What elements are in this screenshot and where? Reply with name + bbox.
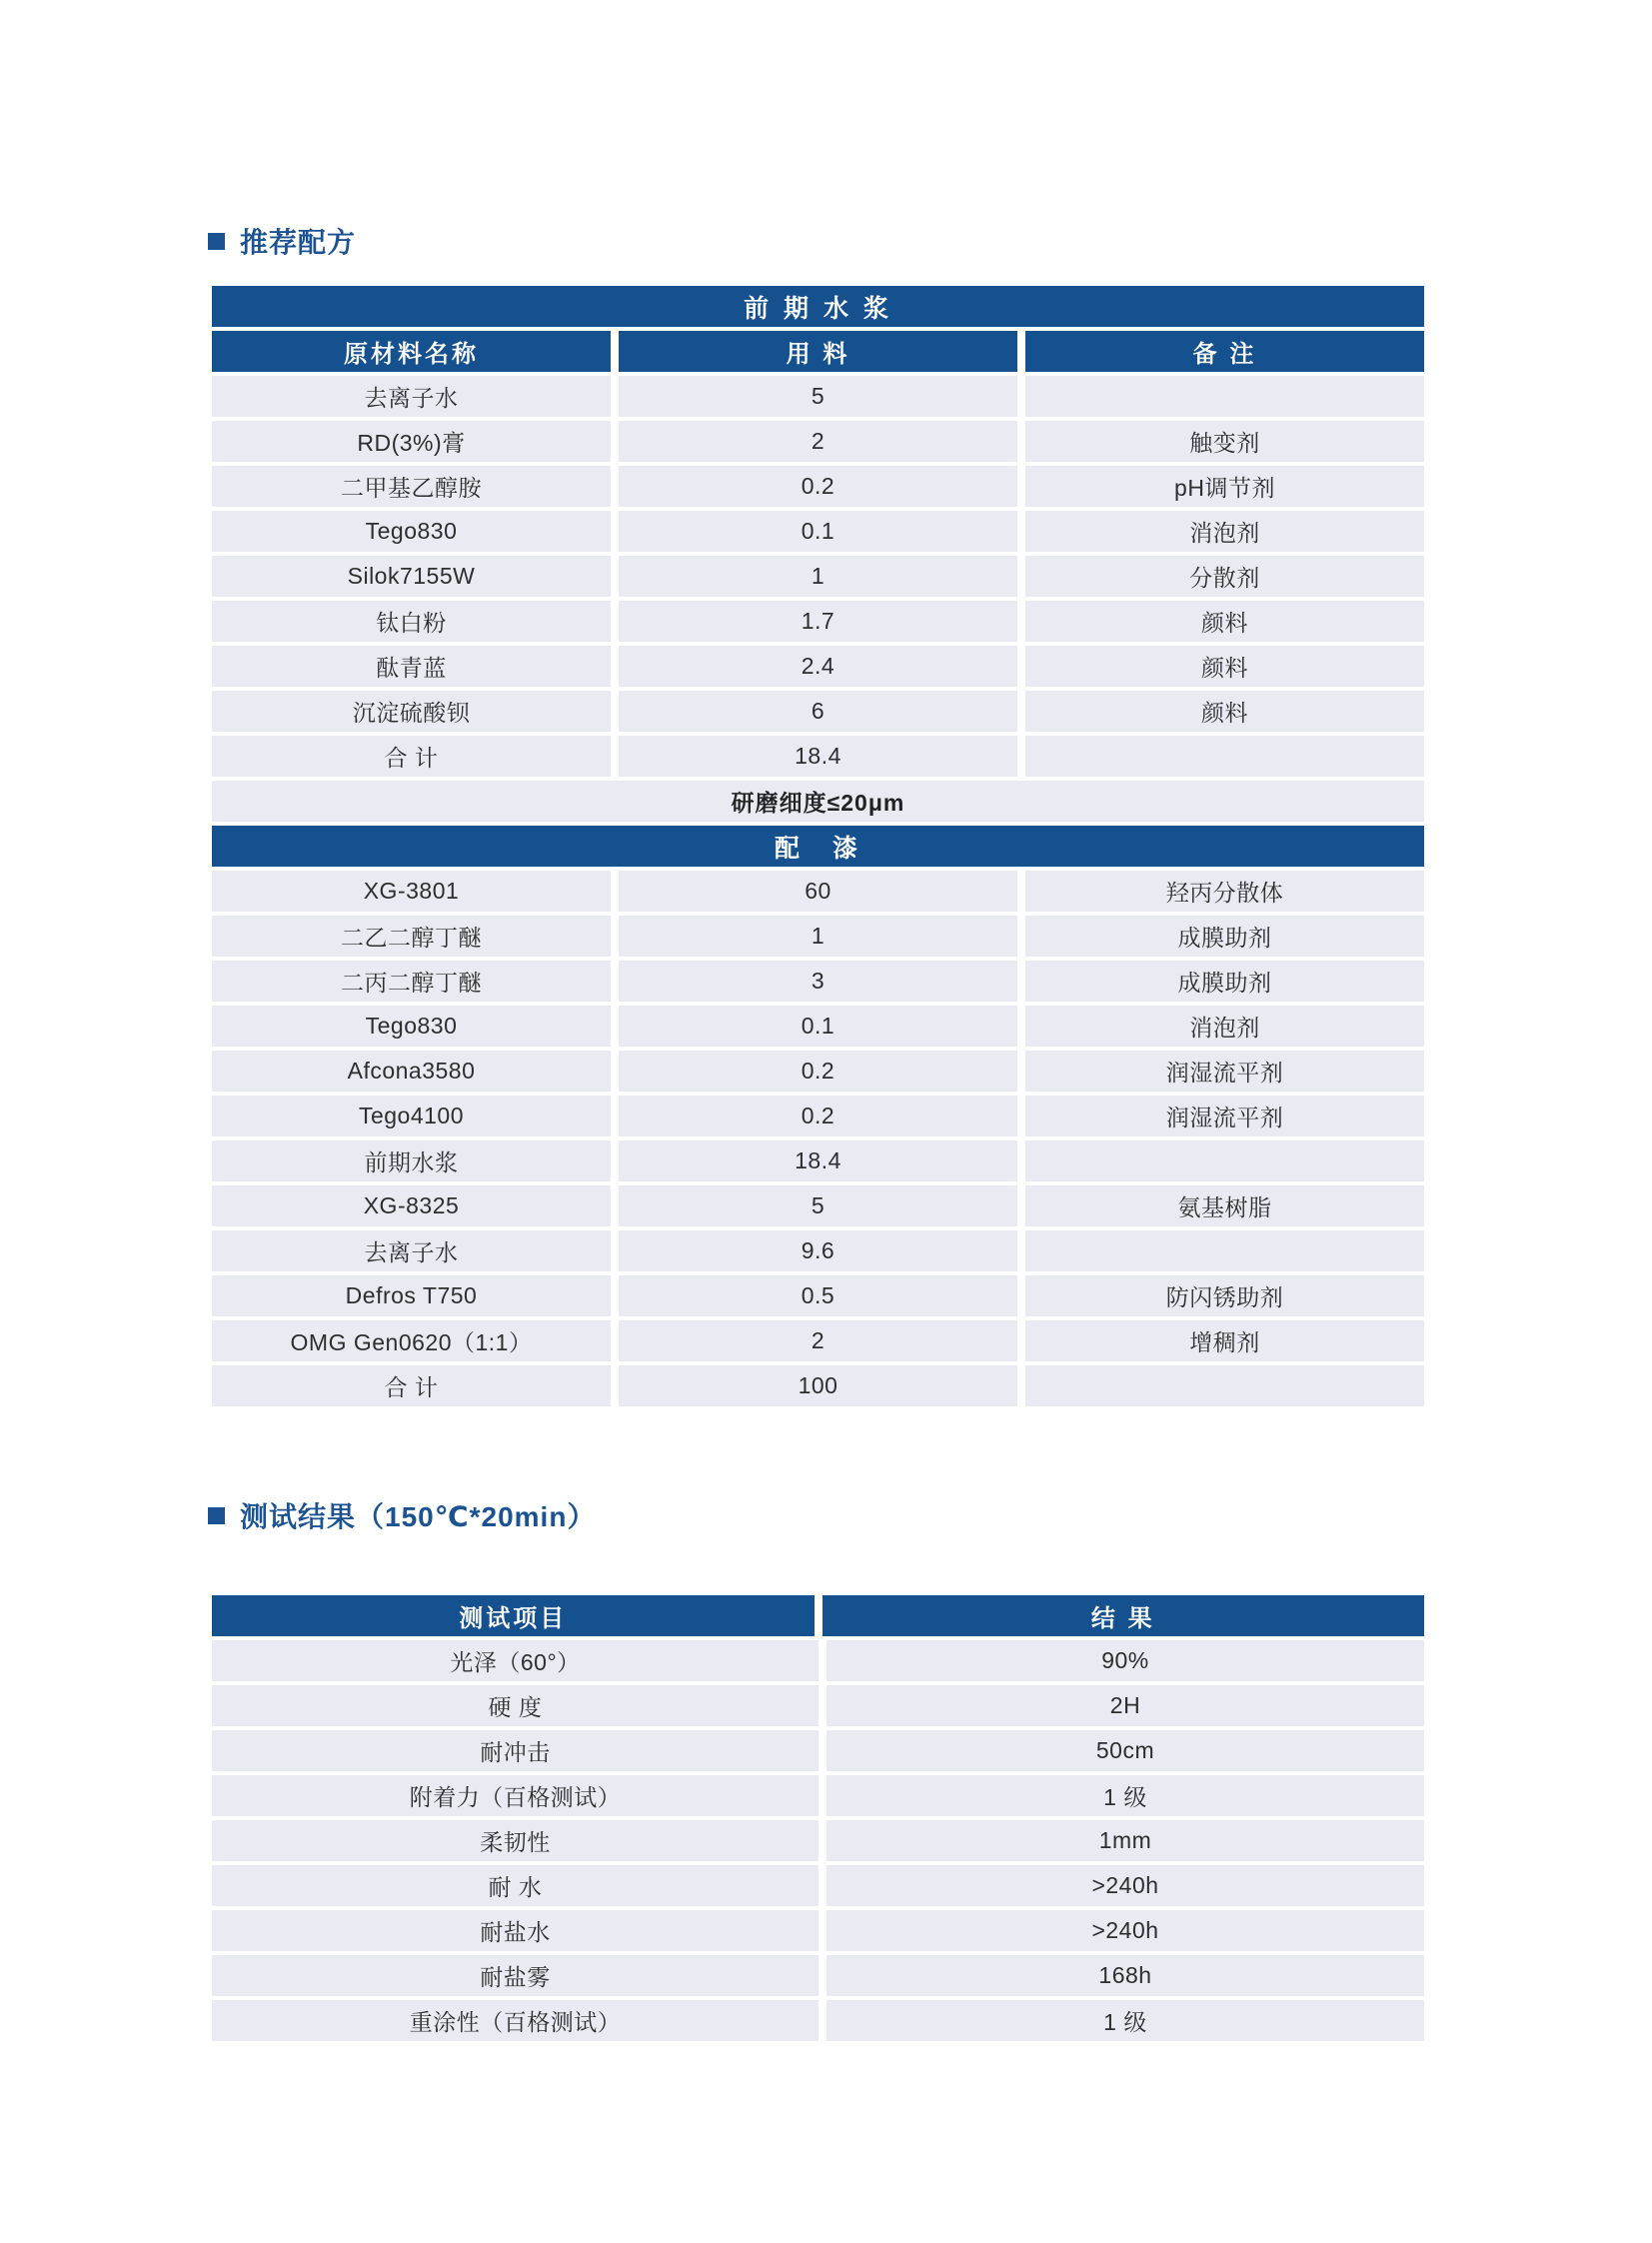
table-row (212, 1685, 1424, 1726)
note-cell: 消泡剂 (1025, 1006, 1424, 1047)
amount-cell: 0.1 (619, 511, 1017, 552)
amount-cell: 18.4 (619, 736, 1017, 777)
table-row (212, 1955, 1424, 1996)
material-name-cell: Tego830 (212, 1006, 611, 1047)
table-row (212, 1730, 1424, 1771)
table-row (212, 1185, 1424, 1226)
section-title-results (208, 1495, 596, 1535)
amount-cell: 2 (619, 1320, 1017, 1361)
results-column-header-row (212, 1595, 1424, 1636)
table-row (212, 646, 1424, 687)
grinding-fineness-row: 研磨细度≤20μm (212, 781, 1424, 822)
note-cell: 分散剂 (1025, 556, 1424, 597)
table-row (212, 376, 1424, 417)
material-name-cell: 二甲基乙醇胺 (212, 466, 611, 507)
note-cell: 润湿流平剂 (1025, 1051, 1424, 1092)
table-row (212, 466, 1424, 507)
note-cell (1025, 1365, 1424, 1406)
formula-column-header-row (212, 331, 1424, 372)
test-result-cell: 168h (826, 1955, 1424, 1996)
material-name-cell: Defros T750 (212, 1275, 611, 1316)
note-cell: 成膜助剂 (1025, 916, 1424, 957)
test-item-cell: 耐盐水 (212, 1910, 819, 1951)
note-cell: pH调节剂 (1025, 466, 1424, 507)
table-row (212, 961, 1424, 1002)
amount-cell: 5 (619, 376, 1017, 417)
material-name-cell: RD(3%)膏 (212, 421, 611, 462)
material-name-cell: 去离子水 (212, 1230, 611, 1271)
amount-cell: 2 (619, 421, 1017, 462)
note-cell: 羟丙分散体 (1025, 871, 1424, 912)
test-item-cell: 硬 度 (212, 1685, 819, 1726)
test-result-cell: 1 级 (826, 2000, 1424, 2041)
table-row (212, 1775, 1424, 1816)
test-result-cell: 2H (826, 1685, 1424, 1726)
amount-cell: 9.6 (619, 1230, 1017, 1271)
material-name-cell: 合 计 (212, 736, 611, 777)
amount-cell: 60 (619, 871, 1017, 912)
material-name-cell: 沉淀硫酸钡 (212, 691, 611, 732)
amount-cell: 0.2 (619, 466, 1017, 507)
table-row (212, 1640, 1424, 1681)
note-cell: 颜料 (1025, 646, 1424, 687)
table-row (212, 1865, 1424, 1906)
test-item-cell: 柔韧性 (212, 1820, 819, 1861)
table-row (212, 691, 1424, 732)
material-name-cell: 前期水浆 (212, 1140, 611, 1181)
note-cell (1025, 376, 1424, 417)
formula-rows-part1 (212, 376, 1424, 777)
material-name-cell: 二丙二醇丁醚 (212, 961, 611, 1002)
results-table (212, 1595, 1424, 2045)
table-row (212, 1275, 1424, 1316)
test-result-cell: >240h (826, 1910, 1424, 1951)
results-title-text: 测试结果（150℃*20min） (240, 1501, 597, 1532)
material-name-cell: XG-8325 (212, 1185, 611, 1226)
test-item-cell: 耐 水 (212, 1865, 819, 1906)
table-row (212, 1140, 1424, 1181)
square-bullet-icon (208, 1507, 225, 1524)
results-rows (212, 1640, 1424, 2041)
formula-rows-part2 (212, 871, 1424, 1406)
note-cell (1025, 736, 1424, 777)
table-row (212, 2000, 1424, 2041)
amount-cell: 3 (619, 961, 1017, 1002)
amount-cell: 1.7 (619, 601, 1017, 642)
table-row (212, 1910, 1424, 1951)
table-row (212, 556, 1424, 597)
amount-cell: 100 (619, 1365, 1017, 1406)
amount-cell: 0.5 (619, 1275, 1017, 1316)
material-name-cell: Tego4100 (212, 1096, 611, 1136)
table-section-header-slurry: 前 期 水 浆 (212, 286, 1424, 327)
amount-cell: 1 (619, 556, 1017, 597)
test-result-cell: 1mm (826, 1820, 1424, 1861)
square-bullet-icon (208, 233, 225, 250)
material-name-cell: XG-3801 (212, 871, 611, 912)
formula-title-text: 推荐配方 (240, 227, 357, 258)
amount-cell: 0.2 (619, 1051, 1017, 1092)
amount-cell: 1 (619, 916, 1017, 957)
table-row (212, 1230, 1424, 1271)
table-row (212, 601, 1424, 642)
note-cell: 颜料 (1025, 601, 1424, 642)
column-header-cell: 结 果 (823, 1595, 1425, 1636)
section-title-formula (208, 221, 356, 261)
material-name-cell: 二乙二醇丁醚 (212, 916, 611, 957)
material-name-cell: OMG Gen0620（1:1） (212, 1320, 611, 1361)
table-row (212, 1006, 1424, 1047)
material-name-cell: 钛白粉 (212, 601, 611, 642)
table-row (212, 871, 1424, 912)
amount-cell: 0.2 (619, 1096, 1017, 1136)
table-row (212, 421, 1424, 462)
table-row (212, 1051, 1424, 1092)
note-cell: 成膜助剂 (1025, 961, 1424, 1002)
note-cell: 颜料 (1025, 691, 1424, 732)
note-cell: 润湿流平剂 (1025, 1096, 1424, 1136)
note-cell (1025, 1230, 1424, 1271)
formula-table (212, 286, 1424, 1410)
test-item-cell: 重涂性（百格测试） (212, 2000, 819, 2041)
test-item-cell: 附着力（百格测试） (212, 1775, 819, 1816)
table-row (212, 736, 1424, 777)
note-cell: 氨基树脂 (1025, 1185, 1424, 1226)
test-item-cell: 光泽（60°） (212, 1640, 819, 1681)
material-name-cell: Tego830 (212, 511, 611, 552)
table-row (212, 1820, 1424, 1861)
amount-cell: 18.4 (619, 1140, 1017, 1181)
table-row (212, 1320, 1424, 1361)
material-name-cell: 酞青蓝 (212, 646, 611, 687)
column-header-cell: 备 注 (1025, 331, 1424, 372)
test-result-cell: >240h (826, 1865, 1424, 1906)
table-row (212, 1096, 1424, 1136)
note-cell: 防闪锈助剂 (1025, 1275, 1424, 1316)
table-row (212, 1365, 1424, 1406)
material-name-cell: 合 计 (212, 1365, 611, 1406)
note-cell: 触变剂 (1025, 421, 1424, 462)
test-result-cell: 1 级 (826, 1775, 1424, 1816)
table-section-header-paint: 配 漆 (212, 826, 1424, 867)
material-name-cell: Afcona3580 (212, 1051, 611, 1092)
amount-cell: 0.1 (619, 1006, 1017, 1047)
test-item-cell: 耐冲击 (212, 1730, 819, 1771)
amount-cell: 5 (619, 1185, 1017, 1226)
column-header-cell: 测试项目 (212, 1595, 815, 1636)
table-row (212, 511, 1424, 552)
material-name-cell: 去离子水 (212, 376, 611, 417)
material-name-cell: Silok7155W (212, 556, 611, 597)
amount-cell: 6 (619, 691, 1017, 732)
column-header-cell: 用 料 (619, 331, 1017, 372)
test-result-cell: 50cm (826, 1730, 1424, 1771)
column-header-cell: 原材料名称 (212, 331, 611, 372)
note-cell: 增稠剂 (1025, 1320, 1424, 1361)
note-cell: 消泡剂 (1025, 511, 1424, 552)
amount-cell: 2.4 (619, 646, 1017, 687)
test-item-cell: 耐盐雾 (212, 1955, 819, 1996)
note-cell (1025, 1140, 1424, 1181)
table-row (212, 916, 1424, 957)
test-result-cell: 90% (826, 1640, 1424, 1681)
